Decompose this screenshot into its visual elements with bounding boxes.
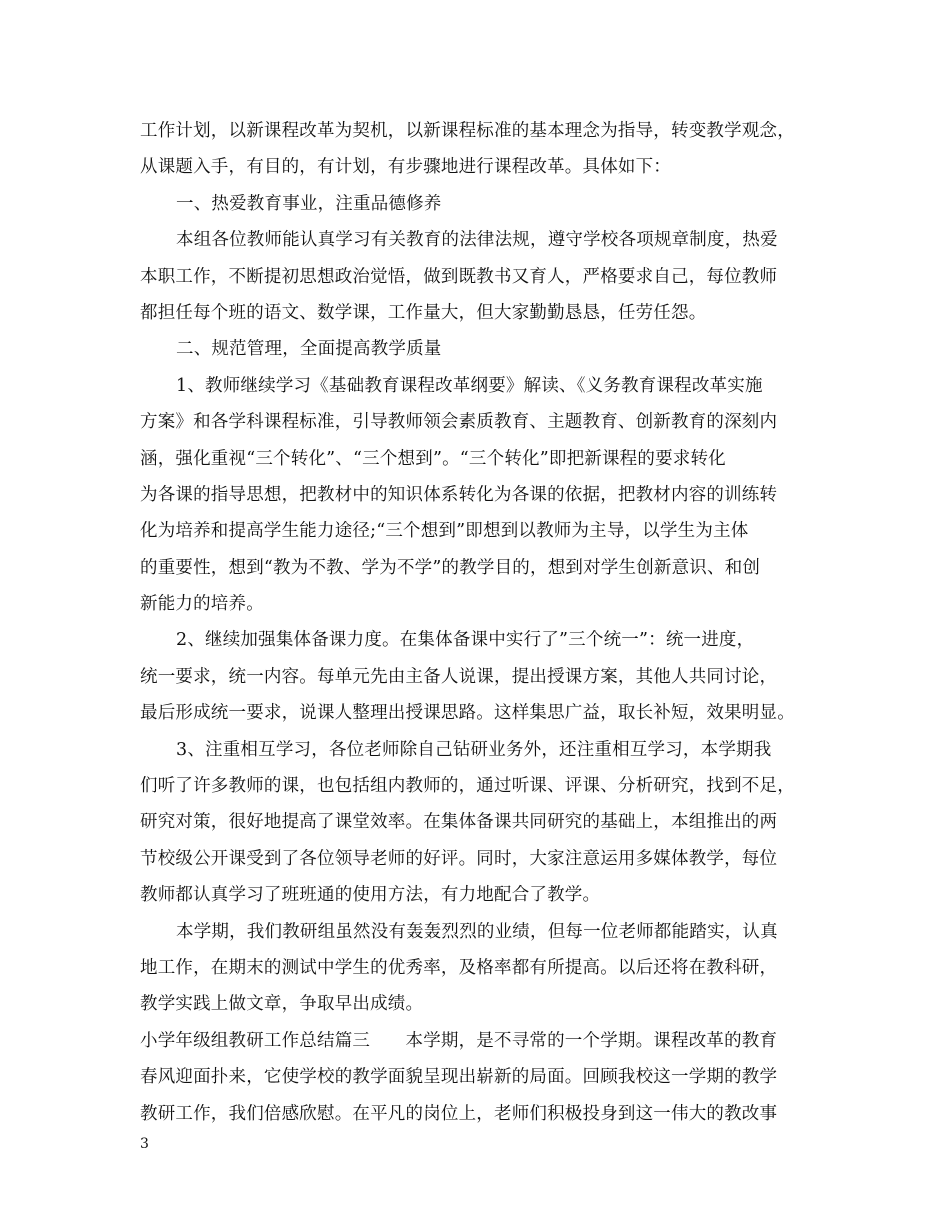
text-line: 化为培养和提高学生能力途径;“三个想到”即想到以教师为主导，以学生为主体	[140, 521, 749, 542]
text-line: 涵，强化重视“三个转化”、“三个想到”。“三个转化”即把新课程的要求转化	[140, 448, 726, 469]
text-line: 教研工作，我们倍感欣慰。在平凡的岗位上，老师们积极投身到这一伟大的教改事	[140, 1103, 778, 1124]
text-line: 小学年级组教研工作总结篇三 本学期，是不寻常的一个学期。课程改革的教育	[140, 1030, 778, 1051]
text-line: 节校级公开课受到了各位领导老师的好评。同时，大家注意运用多媒体教学，每位	[140, 848, 778, 869]
body-text	[140, 113, 820, 1132]
text-line: 1、教师继续学习《基础教育课程改革纲要》解读、《义务教育课程改革实施	[176, 375, 763, 396]
text-line: 统一要求，统一内容。每单元先由主备人说课，提出授课方案，其他人共同讨论，	[140, 666, 778, 687]
text-line: 教师都认真学习了班班通的使用方法，有力地配合了教学。	[140, 885, 601, 906]
text-line: 3、注重相互学习，各位老师除自己钻研业务外，还注重相互学习，本学期我	[176, 739, 772, 760]
text-line: 都担任每个班的语文、数学课，工作量大，但大家勤勤恳恳，任劳任怨。	[140, 302, 707, 323]
text-line: 最后形成统一要求，说课人整理出授课思路。这样集思广益，取长补短，效果明显。	[140, 703, 795, 724]
text-line: 的重要性，想到“教为不教、学为不学”的教学目的，想到对学生创新意识、和创	[140, 557, 761, 578]
text-line: 为各课的指导思想，把教材中的知识体系转化为各课的依据，把教材内容的训练转	[140, 484, 778, 505]
page-number: 3	[140, 1136, 149, 1152]
text-line: 教学实践上做文章，争取早出成绩。	[140, 994, 424, 1015]
text-line: 本职工作，不断提初思想政治觉悟，做到既教书又育人，严格要求自己，每位教师	[140, 266, 778, 287]
text-line: 从课题入手，有目的，有计划，有步骤地进行课程改革。具体如下：	[140, 157, 671, 178]
text-line: 工作计划，以新课程改革为契机，以新课程标准的基本理念为指导，转变教学观念，	[140, 121, 795, 141]
text-line: 二、规范管理，全面提高教学质量	[176, 339, 442, 360]
text-line: 本组各位教师能认真学习有关教育的法律法规，遵守学校各项规章制度，热爱	[176, 230, 778, 251]
text-line: 新能力的培养。	[140, 594, 264, 615]
text-line: 地工作，在期末的测试中学生的优秀率，及格率都有所提高。以后还将在教科研，	[140, 957, 778, 978]
text-line: 本学期，我们教研组虽然没有轰轰烈烈的业绩，但每一位老师都能踏实，认真	[176, 921, 778, 942]
text-line: 2、继续加强集体备课力度。在集体备课中实行了”三个统一”：统一进度，	[176, 630, 755, 651]
text-line: 一、热爱教育事业，注重品德修养	[176, 193, 442, 214]
text-line: 们听了许多教师的课，也包括组内教师的，通过听课、评课、分析研究，找到不足，	[140, 776, 795, 797]
text-line: 春风迎面扑来，它使学校的教学面貌呈现出崭新的局面。回顾我校这一学期的教学	[140, 1067, 778, 1088]
text-line: 方案》和各学科课程标准，引导教师领会素质教育、主题教育、创新教育的深刻内	[140, 412, 778, 433]
text-line: 研究对策，很好地提高了课堂效率。在集体备课共同研究的基础上，本组推出的两	[140, 812, 778, 833]
